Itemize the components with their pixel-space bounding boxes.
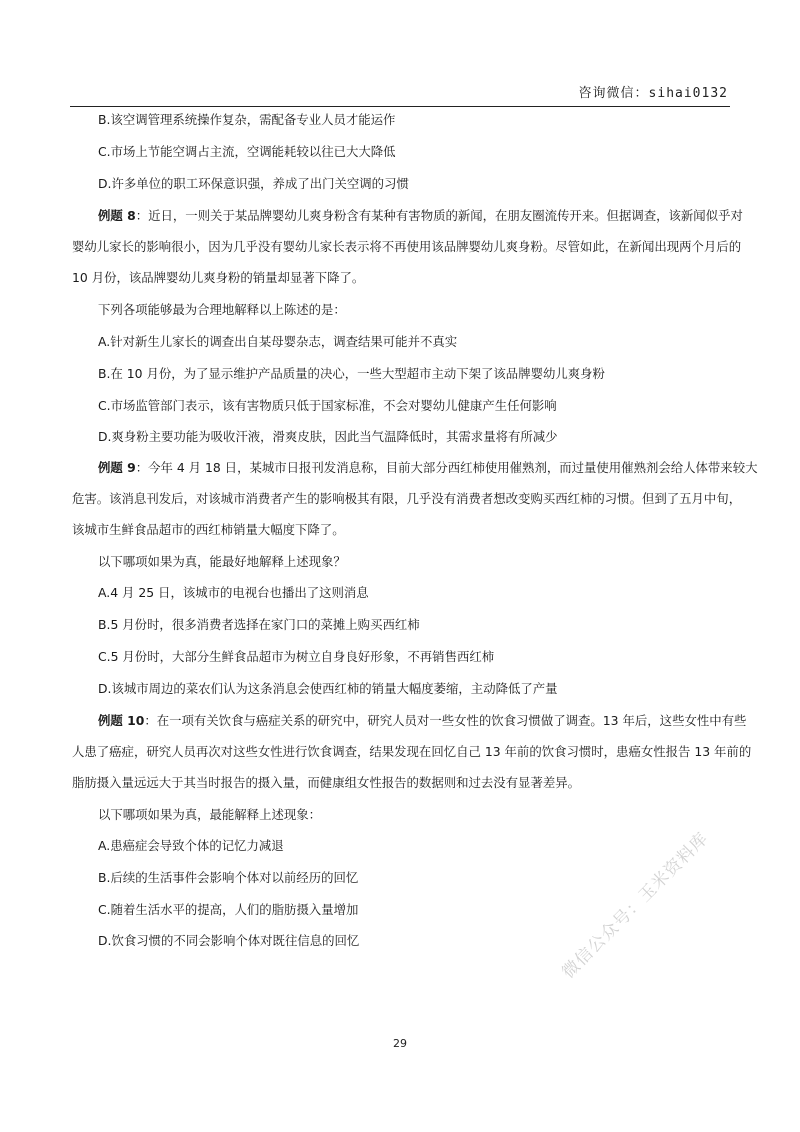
q10-option-a: A.患癌症会导致个体的记忆力减退 [98,838,284,853]
q8-stem-line-2: 婴幼儿家长的影响很小，因为几乎没有婴幼儿家长表示将不再使用该品牌婴幼儿爽身粉。尽管如此，在新闻出现两个月后的 [72,239,742,254]
q8-stem-line-3: 10 月份，该品牌婴幼儿爽身粉的销量却显著下降了。 [72,270,365,285]
q9-option-c: C.5 月份时，大部分生鲜食品超市为树立自身良好形象，不再销售西红柿 [98,649,495,664]
q8-label: 例题 8 [98,208,136,223]
q10-stem-line-3: 脂肪摄入量远远大于其当时报告的摄入量，而健康组女性报告的数据则和过去没有显著差异。 [72,775,581,790]
q7-option-d: D.许多单位的职工环保意识强，养成了出门关空调的习惯 [98,176,409,191]
q8-stem-text-1: ：近日，一则关于某品牌婴幼儿爽身粉含有某种有害物质的新闻，在朋友圈流传开来。但据调查，该新闻似乎对 [135,208,743,223]
q8-option-c: C.市场监管部门表示，该有害物质只低于国家标准，不会对婴幼儿健康产生任何影响 [98,398,557,413]
header-contact-text: 咨询微信：sihai0132 [578,86,728,101]
q8-question: 下列各项能够最为合理地解释以上陈述的是： [98,302,346,317]
q9-stem-line-1 [98,460,757,476]
q10-label: 例题 10 [98,713,145,728]
q9-option-b: B.5 月份时，很多消费者选择在家门口的菜摊上购买西红柿 [98,617,420,632]
q7-option-c: C.市场上节能空调占主流，空调能耗较以往已大大降低 [98,144,396,159]
q8-stem-line-1 [98,208,743,224]
q10-option-c: C.随着生活水平的提高，人们的脂肪摄入量增加 [98,902,359,917]
watermark-text: 微信公众号：玉米资料库 [558,828,713,983]
q9-label: 例题 9 [98,460,136,475]
q10-option-d: D.饮食习惯的不同会影响个体对既往信息的回忆 [98,933,360,948]
page-header [70,80,730,107]
q10-option-b: B.后续的生活事件会影响个体对以前经历的回忆 [98,870,359,885]
q10-question: 以下哪项如果为真，最能解释上述现象： [98,807,322,822]
q7-option-b: B.该空调管理系统操作复杂，需配备专业人员才能运作 [98,112,396,127]
q9-stem-line-3: 该城市生鲜食品超市的西红柿销量大幅度下降了。 [72,522,345,537]
q9-stem-line-2: 危害。该消息刊发后，对该城市消费者产生的影响极其有限，几乎没有消费者想改变购买西红柿的习惯。但到了五月中旬， [72,491,742,506]
q8-option-d: D.爽身粉主要功能为吸收汗液，滑爽皮肤，因此当气温降低时，其需求量将有所减少 [98,429,558,444]
q9-option-a: A.4 月 25 日，该城市的电视台也播出了这则消息 [98,585,369,600]
q10-stem-text-1: ：在一项有关饮食与癌症关系的研究中，研究人员对一些女性的饮食习惯做了调查。13 年后，这些女性中有些 [144,713,747,728]
q8-option-a: A.针对新生儿家长的调查出自某母婴杂志，调查结果可能并不真实 [98,334,458,349]
q10-stem-line-2: 人患了癌症，研究人员再次对这些女性进行饮食调查，结果发现在回忆自己 13 年前的饮食习惯时，患癌女性报告 13 年前的 [72,744,752,759]
q9-question: 以下哪项如果为真，能最好地解释上述现象？ [98,554,346,569]
q9-option-d: D.该城市周边的菜农们认为这条消息会使西红柿的销量大幅度萎缩，主动降低了产量 [98,681,558,696]
page-number: 29 [393,1037,407,1050]
q9-stem-text-1: ：今年 4 月 18 日，某城市日报刊发消息称，目前大部分西红柿使用催熟剂，而过量使用催熟剂会给人体带来较大 [135,460,758,475]
q10-stem-line-1 [98,713,746,729]
q8-option-b: B.在 10 月份，为了显示维护产品质量的决心，一些大型超市主动下架了该品牌婴幼儿爽身粉 [98,366,605,381]
